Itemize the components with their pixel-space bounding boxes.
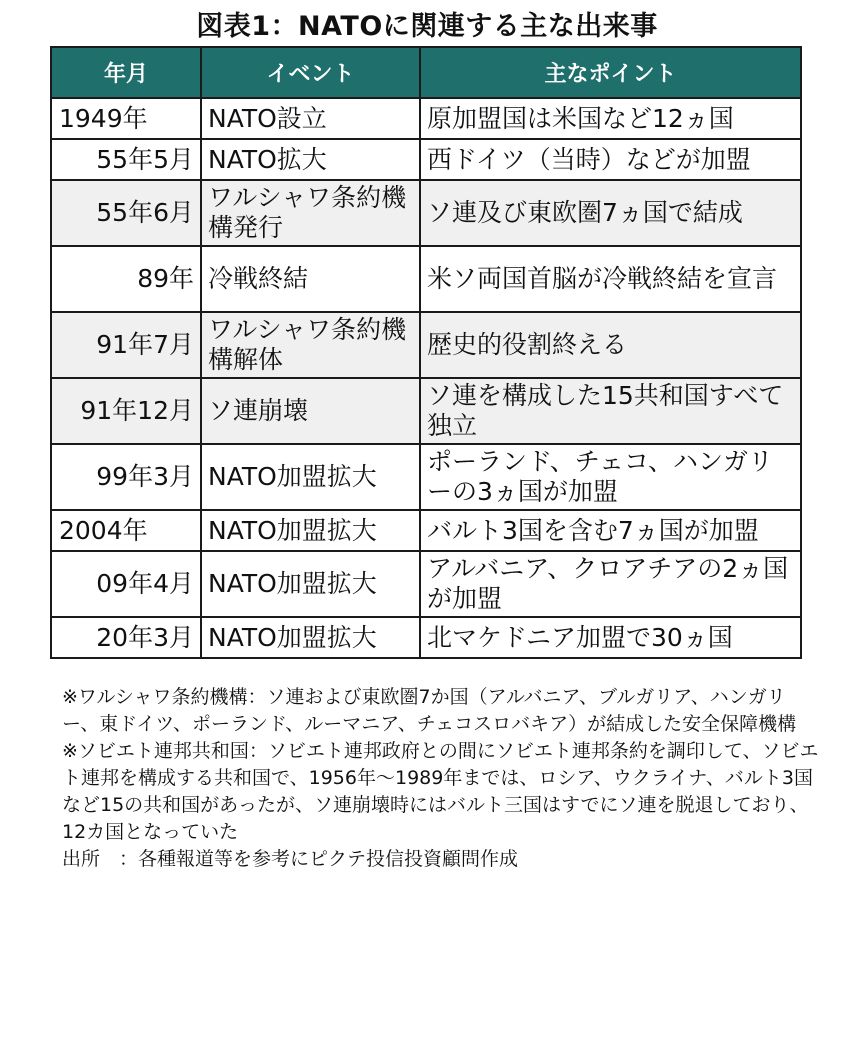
- table-row: [51, 378, 801, 444]
- cell-event: NATO設立: [201, 98, 420, 139]
- cell-year: 91年7月: [51, 312, 201, 378]
- cell-event: ソ連崩壊: [201, 378, 420, 444]
- table-row: [51, 246, 801, 312]
- nato-events-table: [50, 46, 802, 659]
- cell-year: 20年3月: [51, 617, 201, 658]
- cell-event: ワルシャワ条約機構解体: [201, 312, 420, 378]
- cell-year: 1949年: [51, 98, 201, 139]
- table-row: [51, 617, 801, 658]
- table-row: [51, 551, 801, 617]
- footnote-source: 出所 ：各種報道等を参考にピクテ投信投資顧問作成: [62, 848, 519, 870]
- table-row: [51, 180, 801, 246]
- cell-point: 歴史的役割終える: [420, 312, 801, 378]
- header-point: 主なポイント: [420, 47, 801, 98]
- cell-event: NATO拡大: [201, 139, 420, 180]
- header-event: イベント: [201, 47, 420, 98]
- cell-point: ポーランド、チェコ、ハンガリーの3ヵ国が加盟: [420, 444, 801, 510]
- cell-point: アルバニア、クロアチアの2ヵ国が加盟: [420, 551, 801, 617]
- footnote-warsaw-pact: ※ワルシャワ条約機構：ソ連および東欧圏7か国（アルバニア、ブルガリア、ハンガリー、東ドイツ、ポーランド、ルーマニア、チェコスロバキア）が結成した安全保障機構: [62, 686, 797, 735]
- cell-event: ワルシャワ条約機構発行: [201, 180, 420, 246]
- cell-point: 原加盟国は米国など12ヵ国: [420, 98, 801, 139]
- cell-point: ソ連を構成した15共和国すべて独立: [420, 378, 801, 444]
- cell-year: 55年5月: [51, 139, 201, 180]
- table-row: [51, 510, 801, 551]
- cell-point: ソ連及び東欧圏7ヵ国で結成: [420, 180, 801, 246]
- table-row: [51, 98, 801, 139]
- header-year: 年月: [51, 47, 201, 98]
- table-header-row: [51, 47, 801, 98]
- cell-year: 99年3月: [51, 444, 201, 510]
- cell-year: 55年6月: [51, 180, 201, 246]
- cell-event: NATO加盟拡大: [201, 551, 420, 617]
- cell-year: 2004年: [51, 510, 201, 551]
- cell-year: 09年4月: [51, 551, 201, 617]
- cell-point: 西ドイツ（当時）などが加盟: [420, 139, 801, 180]
- cell-event: NATO加盟拡大: [201, 617, 420, 658]
- table-row: [51, 139, 801, 180]
- cell-year: 89年: [51, 246, 201, 312]
- footnote-soviet-union: ※ソビエト連邦共和国：ソビエト連邦政府との間にソビエト連邦条約を調印して、ソビエト連邦を構成する共和国で、1956年～1989年までは、ロシア、ウクライナ、バルト3国など15の共和国があったが、ソ連崩壊時にはバルト三国はすでにソ連を脱退しており、12カ国となっていた: [62, 740, 819, 843]
- cell-event: NATO加盟拡大: [201, 510, 420, 551]
- cell-year: 91年12月: [51, 378, 201, 444]
- cell-event: 冷戦終結: [201, 246, 420, 312]
- footnotes: [62, 684, 822, 873]
- cell-point: 米ソ両国首脳が冷戦終結を宣言: [420, 246, 801, 312]
- cell-point: 北マケドニア加盟で30ヵ国: [420, 617, 801, 658]
- cell-event: NATO加盟拡大: [201, 444, 420, 510]
- cell-point: バルト3国を含む7ヵ国が加盟: [420, 510, 801, 551]
- table-row: [51, 444, 801, 510]
- figure-title: 図表1：NATOに関連する主な出来事: [196, 11, 658, 42]
- table-row: [51, 312, 801, 378]
